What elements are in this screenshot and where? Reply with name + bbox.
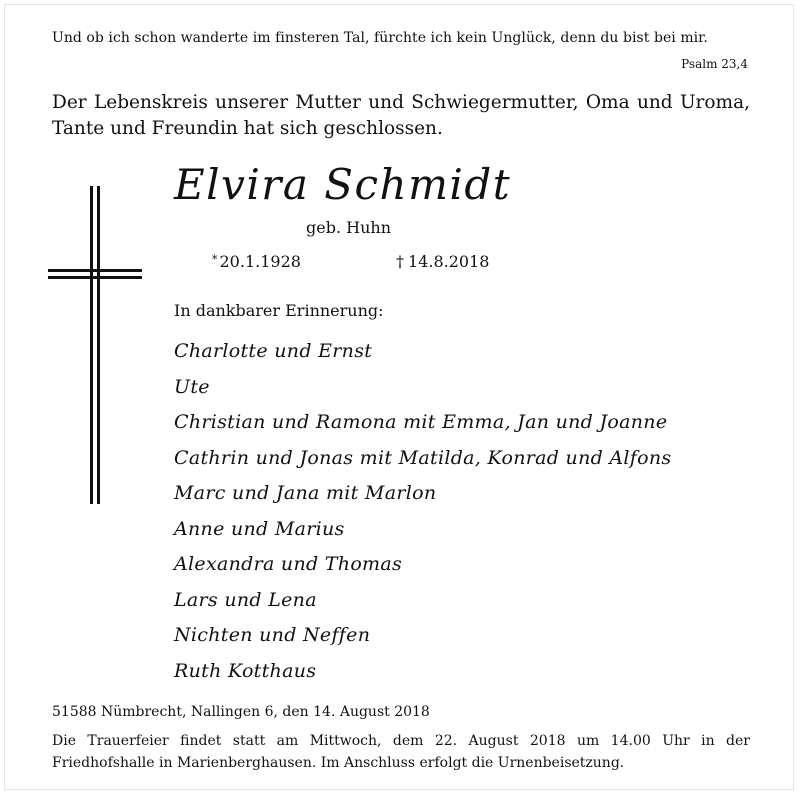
list-item: Lars und Lena	[174, 588, 317, 611]
list-item: Ute	[174, 375, 210, 398]
birth-date: 20.1.1928	[219, 252, 301, 271]
mourner-list	[174, 336, 671, 691]
deceased-name: Elvira Schmidt	[174, 160, 512, 209]
place-date: 51588 Nümbrecht, Nallingen 6, den 14. August 2018	[52, 704, 430, 720]
birth-mark: *	[212, 253, 218, 266]
death-date: 14.8.2018	[408, 252, 490, 271]
list-item: Alexandra und Thomas	[174, 553, 403, 575]
list-item: Cathrin und Jonas mit Matilda, Konrad und Alfons	[174, 446, 672, 469]
psalm-quote: Und ob ich schon wanderte im finsteren Tal, fürchte ich kein Unglück, denn du bist bei mir.	[52, 30, 708, 46]
list-item: Anne und Marius	[174, 517, 345, 540]
list-item: Marc und Jana mit Marlon	[174, 482, 437, 504]
list-item: Nichten und Neffen	[174, 624, 371, 646]
list-item: Christian und Ramona mit Emma, Jan und Joanne	[174, 411, 668, 433]
service-info: Die Trauerfeier findet statt am Mittwoch, dem 22. August 2018 um 14.00 Uhr in der Friedhofshalle in Marienberghausen. Im Anschluss erfolgt die Urnenbeisetzung.	[52, 733, 750, 771]
intro-text: Der Lebenskreis unserer Mutter und Schwiegermutter, Oma und Uroma, Tante und Freundin hat sich geschlossen.	[52, 92, 750, 139]
death-date-line	[396, 252, 489, 271]
psalm-reference: Psalm 23,4	[681, 57, 748, 71]
death-mark: †	[396, 252, 404, 271]
list-item: Ruth Kotthaus	[174, 659, 317, 682]
birth-name: geb. Huhn	[306, 218, 391, 237]
memory-heading: In dankbarer Erinnerung:	[174, 301, 384, 320]
list-item: Charlotte und Ernst	[174, 340, 373, 362]
birth-date-line	[212, 252, 301, 271]
cross-icon	[48, 186, 142, 504]
